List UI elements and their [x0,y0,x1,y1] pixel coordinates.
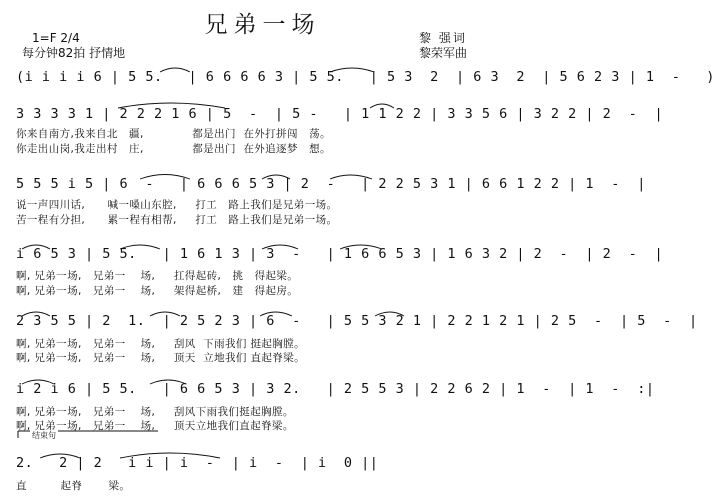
notation-line-4: i 6 5 3 | 5 5. | 1 6 1 3 | 3 - | 1 6 6 5 3 | 1 6 3 2 | 2 - | 2 - | [16,246,664,262]
notation-line-3: 5 5 5 i 5 | 6 - | 6 6 6 5 3 | 2 - | 2 2 5 3 1 | 6 6 1 2 2 | 1 - | [16,176,646,192]
lyric-line-2-verse1: 你来自南方,我来自北 疆, 都是出门 在外打拼闯 荡。 [16,128,331,140]
song-title: 兄弟一场 [204,12,321,38]
lyric-line-6-verse1: 啊, 兄弟一场, 兄弟一 场, 刮风下雨我们挺起胸膛。 [16,406,294,418]
lyric-line-4-verse2: 啊, 兄弟一场, 兄弟一 场, 架得起桥, 建 得起房。 [16,285,299,297]
key-and-meter: 1=F 2/4 [32,31,80,45]
ending-label: 结束句 [32,431,56,440]
lyric-line-7: 直 起脊 梁。 [16,480,131,492]
lyricist-credit: 黎 强词 [419,31,467,45]
lyric-line-5-verse1: 啊, 兄弟一场, 兄弟一 场, 刮风 下雨我们 挺起胸膛。 [16,338,306,350]
notation-line-6: i 2 i 6 | 5 5. | 6 6 5 3 | 3 2. | 2 5 5 3 | 2 2 6 2 | 1 - | 1 - :| [16,381,655,397]
notation-line-5: 2 3 5 5 | 2 1. | 2 5 2 3 | 6 - | 5 5 3 2 1 | 2 2 1 2 1 | 2 5 - | 5 - | [16,313,698,329]
notation-line-7: 2. 2 | 2 i i | i - | i - | i 0 || [16,455,379,471]
notation-line-2: 3 3 3 3 1 | 2 2 2 1 6 | 5 - | 5 - | 1 1 2 2 | 3 3 5 6 | 3 2 2 | 2 - | [16,106,664,122]
composer-credit: 黎荣军曲 [419,46,468,60]
lyric-line-6-verse2: 啊, 兄弟一场, 兄弟一 场, 顶天立地我们直起脊梁。 [16,420,294,432]
lyric-line-2-verse2: 你走出山岗,我走出村 庄, 都是出门 在外追逐梦 想。 [16,143,331,155]
notation-line-1: (i i i i 6 | 5 5. | 6 6 6 6 3 | 5 5. | 5 3 2 | 6 3 2 | 5 6 2 3 | 1 - ) [16,69,715,85]
lyric-line-3-verse1: 说一声四川话, 喊一嗓山东腔, 打工 路上我们是兄弟一场。 [16,199,338,211]
lyric-line-3-verse2: 苦一程有分担, 累一程有相帮, 打工 路上我们是兄弟一场。 [16,214,338,226]
lyric-line-5-verse2: 啊, 兄弟一场, 兄弟一 场, 顶天 立地我们 直起脊梁。 [16,352,306,364]
lyric-line-4-verse1: 啊, 兄弟一场, 兄弟一 场, 扛得起砖, 挑 得起梁。 [16,270,299,282]
tempo-marking: 每分钟82拍 抒情地 [22,46,126,60]
